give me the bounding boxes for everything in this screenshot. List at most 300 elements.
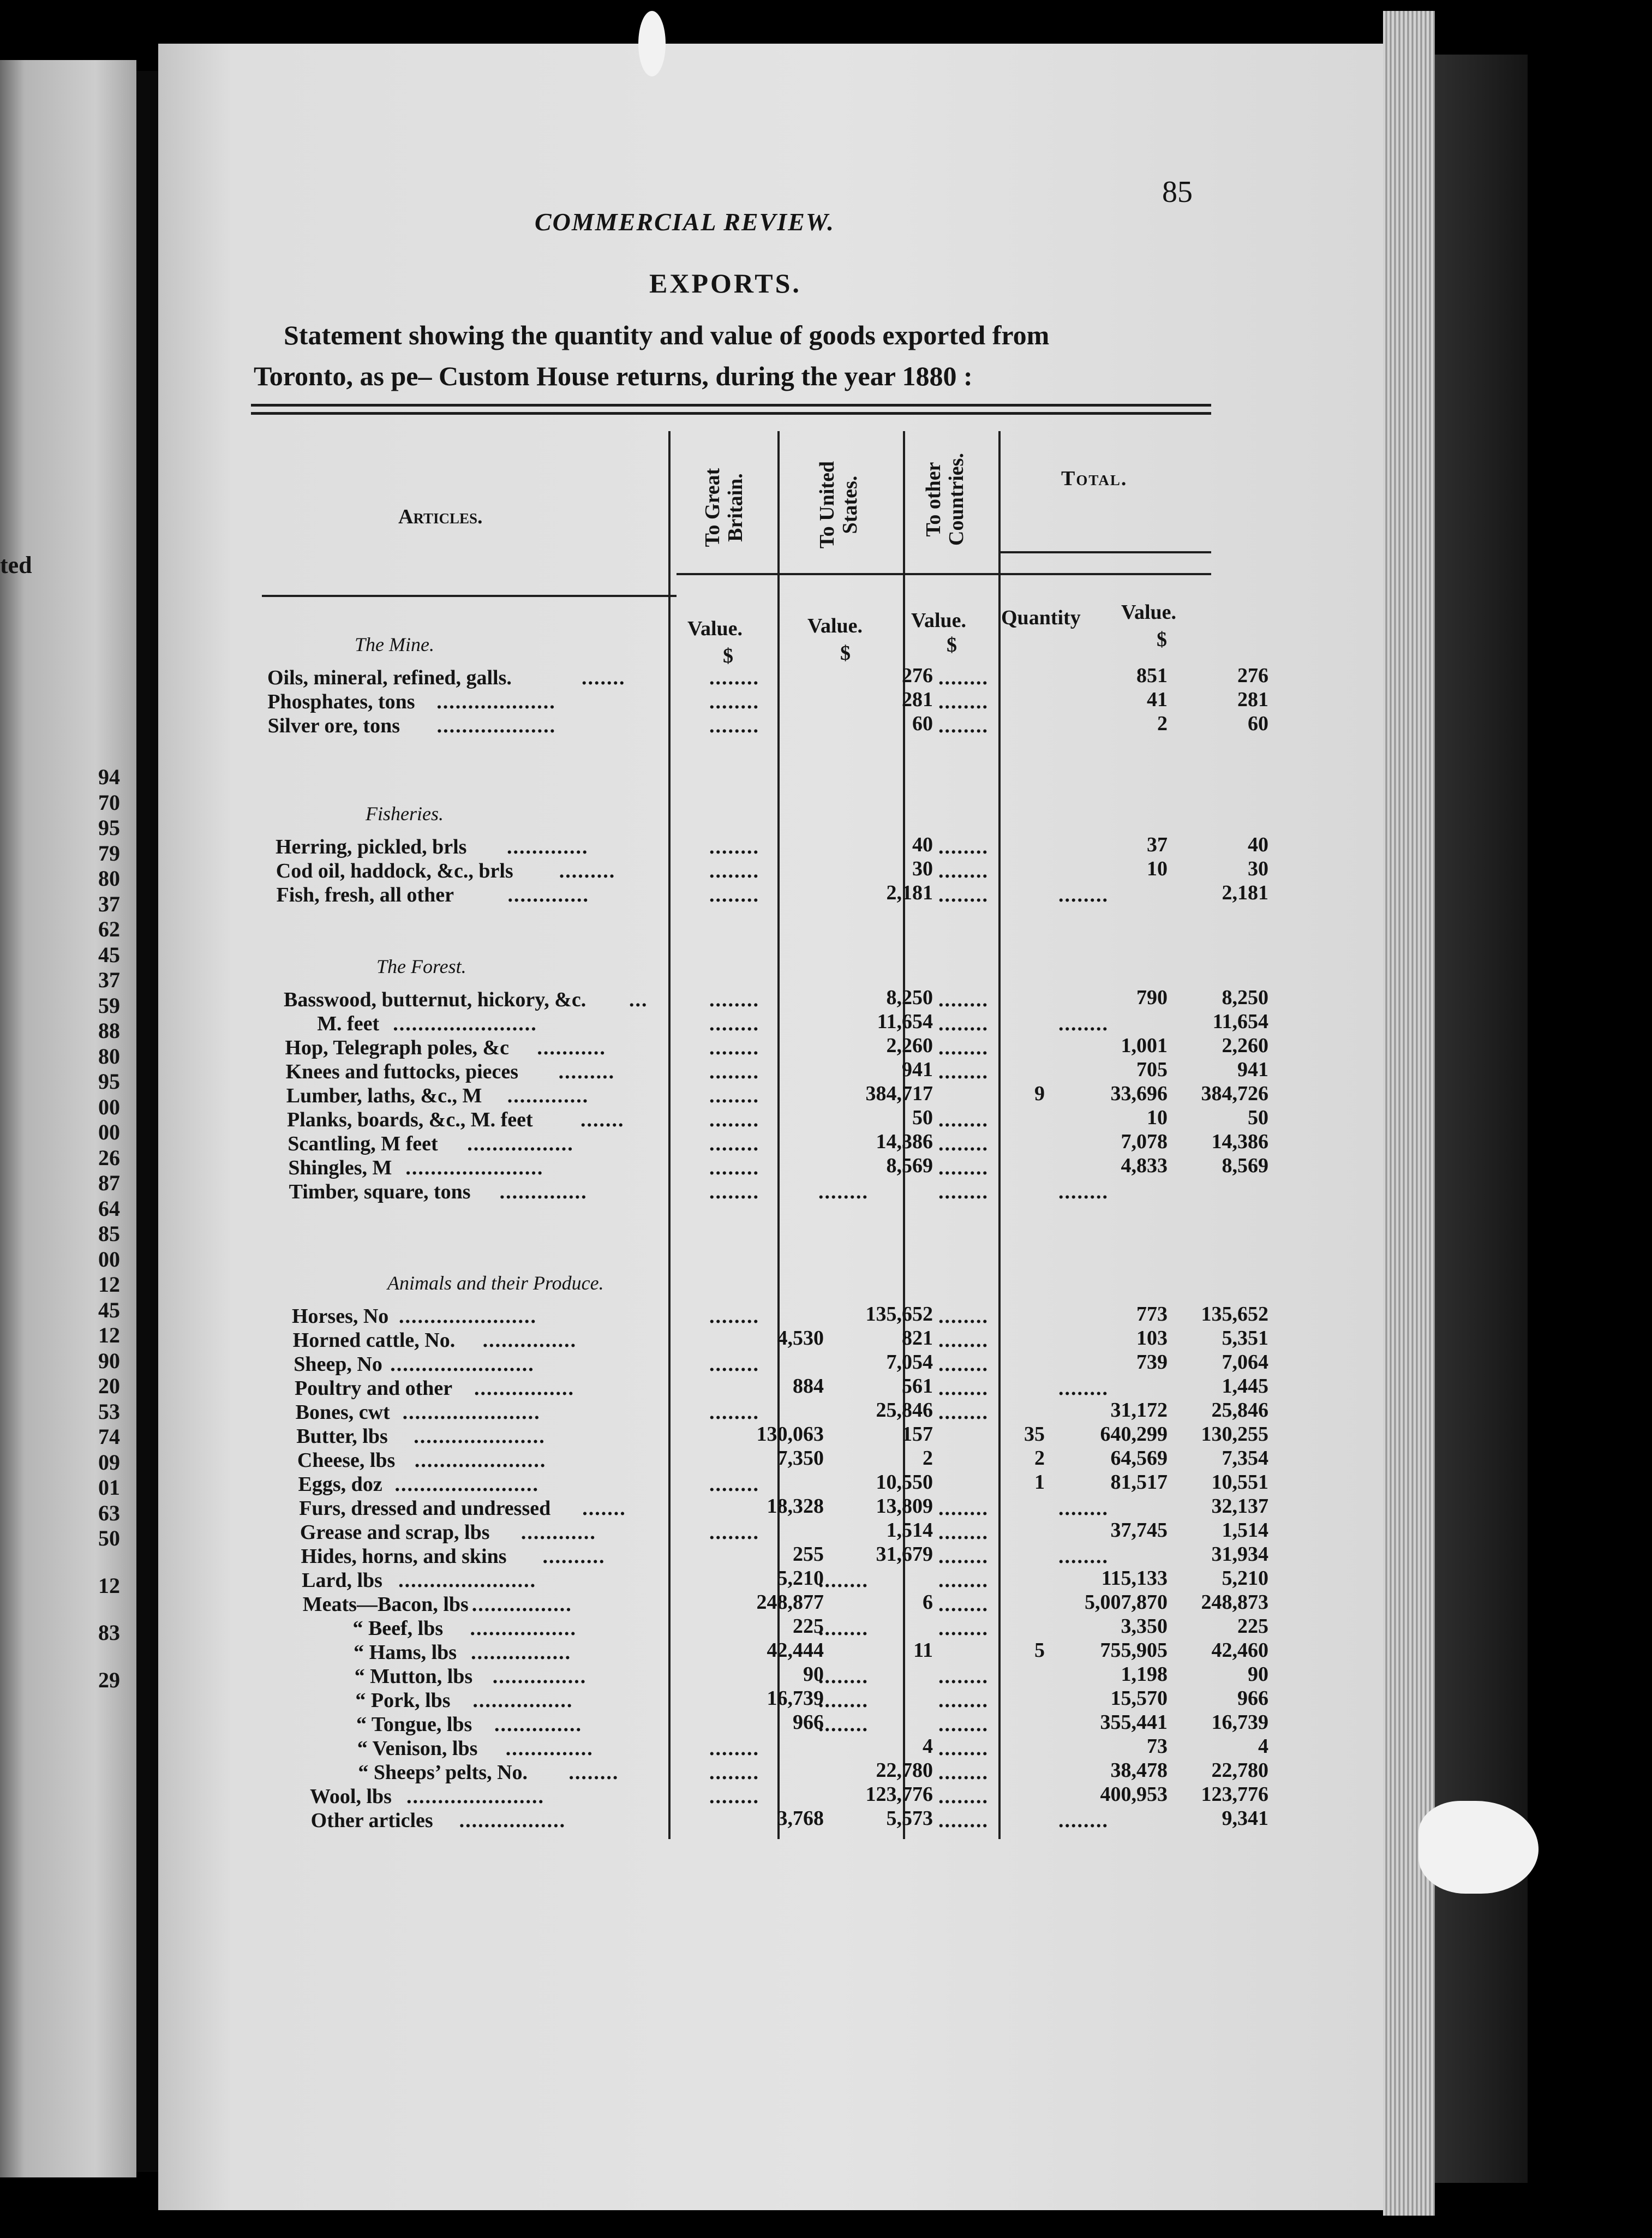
leader-dots: ...................... <box>406 1785 544 1808</box>
margin-number: 09 <box>98 1449 120 1475</box>
margin-number: 83 <box>98 1620 120 1645</box>
margin-number: 74 <box>98 1424 120 1449</box>
cell-val: 384,726 <box>1201 1082 1268 1105</box>
cell-val: 2,260 <box>1222 1034 1268 1057</box>
us-value-label: Value. <box>807 614 863 637</box>
cell-empty-other: ........ <box>938 1785 989 1808</box>
leader-dots: ....... <box>580 1108 625 1131</box>
cell-us: 14,386 <box>876 1130 933 1153</box>
total-value-label: Value. <box>1121 601 1177 624</box>
margin-number: 95 <box>98 1069 120 1094</box>
cell-gb: 966 <box>793 1711 824 1734</box>
cell-us: 10,550 <box>876 1471 933 1494</box>
cell-val: 10,551 <box>1211 1471 1268 1494</box>
margin-number: 94 <box>98 765 120 789</box>
cell-val: 135,652 <box>1201 1303 1268 1326</box>
leader-dots: ...................... <box>405 1156 544 1179</box>
cell-val: 130,255 <box>1201 1423 1268 1446</box>
col-united-states-header: To United States. <box>816 461 861 549</box>
leader-dots: ............... <box>482 1329 577 1352</box>
cell-us: 7,054 <box>886 1351 933 1374</box>
cell-val: 5,210 <box>1222 1567 1268 1590</box>
article-name: “ Mutton, lbs <box>354 1665 473 1688</box>
cell-empty-other: ........ <box>938 835 989 858</box>
margin-number: 62 <box>98 917 120 941</box>
article-name: Poultry and other <box>294 1377 453 1400</box>
article-name: Eggs, doz <box>298 1473 382 1496</box>
margin-word: ted <box>0 552 32 578</box>
cell-qty: 33,696 <box>1110 1082 1168 1105</box>
leader-dots: ................. <box>459 1809 566 1832</box>
cell-empty-other: ........ <box>938 690 989 713</box>
leader-dots: ................. <box>467 1132 574 1155</box>
cell-qty: 3,350 <box>1121 1615 1168 1638</box>
cell-qty: 7,078 <box>1121 1130 1168 1153</box>
cell-us: 50 <box>912 1106 933 1129</box>
cell-empty-us: ........ <box>818 1180 869 1203</box>
cell-us: 2,181 <box>886 881 933 904</box>
cell-empty-other: ........ <box>938 1180 989 1203</box>
cell-us: 821 <box>902 1327 933 1350</box>
cell-empty-other: ........ <box>938 1569 989 1592</box>
cell-gb: 3,768 <box>777 1807 824 1830</box>
article-name: Phosphates, tons <box>267 690 415 713</box>
cell-val: 40 <box>1248 833 1268 856</box>
cell-empty-gb: ........ <box>709 666 759 689</box>
cell-us: 8,250 <box>886 986 933 1009</box>
cell-qty: 37,745 <box>1110 1519 1168 1542</box>
margin-number: 12 <box>98 1272 120 1297</box>
cell-other: 5 <box>1034 1639 1045 1662</box>
cell-empty-other: ........ <box>938 1737 989 1760</box>
leader-dots: ............. <box>507 1084 589 1107</box>
margin-number: 37 <box>98 968 120 992</box>
cell-empty-other: ........ <box>938 1401 989 1424</box>
article-name: Meats—Bacon, lbs <box>302 1593 469 1616</box>
cell-qty: 10 <box>1147 857 1168 880</box>
other-value-label: Value. <box>911 609 967 632</box>
cell-qty: 41 <box>1147 688 1168 711</box>
cell-empty-gb: ........ <box>709 1060 759 1083</box>
leader-dots: ......... <box>558 1060 615 1083</box>
cell-us: 1,514 <box>886 1519 933 1542</box>
cell-empty-other: ........ <box>938 1497 989 1520</box>
col-great-britain-header: To Great Britain. <box>701 468 747 547</box>
article-name: Shingles, M <box>288 1156 392 1179</box>
cell-val: 281 <box>1237 688 1268 711</box>
leader-dots: ....................... <box>394 1473 540 1496</box>
cell-qty: 705 <box>1136 1058 1168 1081</box>
cell-val: 276 <box>1237 664 1268 687</box>
cell-us: 384,717 <box>865 1082 933 1105</box>
article-name: “ Venison, lbs <box>357 1737 478 1760</box>
article-name: Horses, No <box>292 1305 389 1328</box>
cell-empty-other: ........ <box>938 1132 989 1155</box>
leader-dots: .............. <box>494 1713 583 1736</box>
cell-empty-other: ........ <box>938 1689 989 1712</box>
cell-val: 1,514 <box>1222 1519 1268 1542</box>
leader-dots: ........... <box>537 1036 606 1059</box>
cell-val: 32,137 <box>1211 1495 1268 1518</box>
leader-dots: ... <box>629 988 648 1011</box>
article-name: Bones, cwt <box>295 1401 390 1424</box>
cell-qty: 1,001 <box>1121 1034 1168 1057</box>
margin-number: 79 <box>98 840 120 866</box>
cell-gb: 884 <box>793 1375 824 1398</box>
cell-empty-qty: ........ <box>1058 1545 1109 1568</box>
cell-val: 966 <box>1237 1687 1268 1710</box>
cell-gb: 4,530 <box>777 1327 824 1350</box>
cell-us: 11 <box>913 1639 933 1662</box>
cell-qty: 81,517 <box>1110 1471 1168 1494</box>
cell-val: 31,934 <box>1211 1543 1268 1566</box>
article-name: Other articles <box>310 1809 433 1832</box>
cell-empty-us: ........ <box>818 1665 869 1688</box>
leader-dots: ...................... <box>402 1401 541 1424</box>
cell-empty-gb: ........ <box>709 1401 759 1424</box>
cell-empty-other: ........ <box>938 666 989 689</box>
margin-number: 90 <box>98 1348 120 1373</box>
leader-dots: ....... <box>582 666 626 689</box>
us-dollar-sign: $ <box>840 642 851 665</box>
margin-number: 45 <box>98 1297 120 1322</box>
article-name: Hop, Telegraph poles, &c <box>285 1036 510 1059</box>
article-name: Hides, horns, and skins <box>301 1545 507 1568</box>
leader-dots: ....................... <box>393 1012 537 1035</box>
cell-qty: 355,441 <box>1100 1711 1168 1734</box>
cell-empty-gb: ........ <box>709 1473 759 1496</box>
cell-val: 25,846 <box>1211 1399 1268 1422</box>
col-other-countries-header: To other Countries. <box>922 453 968 546</box>
margin-number: 53 <box>98 1399 120 1424</box>
cell-empty-gb: ........ <box>709 884 759 906</box>
cell-gb: 42,444 <box>767 1639 824 1662</box>
cell-us: 30 <box>912 857 933 880</box>
cell-qty: 790 <box>1136 986 1168 1009</box>
article-name: Silver ore, tons <box>267 714 400 737</box>
cell-empty-gb: ........ <box>709 1156 759 1179</box>
article-name: “ Tongue, lbs <box>356 1713 472 1736</box>
cell-gb: 255 <box>793 1543 824 1566</box>
cell-val: 5,351 <box>1222 1327 1268 1350</box>
leader-dots: .............. <box>499 1180 588 1203</box>
cell-gb: 5,210 <box>777 1567 824 1590</box>
article-name: Fish, fresh, all other <box>276 884 454 906</box>
cell-empty-qty: ........ <box>1058 884 1109 906</box>
cell-empty-other: ........ <box>938 1713 989 1736</box>
header-bottom-rule <box>262 595 677 597</box>
cell-qty: 851 <box>1136 664 1168 687</box>
cell-gb: 16,739 <box>767 1687 824 1710</box>
cell-empty-gb: ........ <box>709 1785 759 1808</box>
cell-empty-gb: ........ <box>709 1036 759 1059</box>
cell-empty-gb: ........ <box>709 860 759 882</box>
cell-us: 276 <box>902 664 933 687</box>
cell-qty: 10 <box>1147 1106 1168 1129</box>
leader-dots: ................ <box>474 1377 574 1400</box>
cell-empty-qty: ........ <box>1058 1377 1109 1400</box>
margin-number: 26 <box>98 1145 120 1170</box>
cell-empty-qty: ........ <box>1058 1012 1109 1035</box>
cell-qty: 31,172 <box>1110 1399 1168 1422</box>
cell-val: 22,780 <box>1211 1759 1268 1782</box>
cell-empty-gb: ........ <box>709 1761 759 1784</box>
cell-empty-other: ........ <box>938 1305 989 1328</box>
intro-line-2: Toronto, as pe– Custom House returns, during the year 1880 : <box>254 361 973 391</box>
cell-us: 6 <box>923 1591 933 1614</box>
cell-empty-qty: ........ <box>1058 1809 1109 1832</box>
cell-empty-other: ........ <box>938 988 989 1011</box>
leader-dots: ................ <box>471 1593 572 1616</box>
cell-qty: 755,905 <box>1100 1639 1168 1662</box>
margin-number: 29 <box>98 1667 120 1692</box>
cell-val: 90 <box>1248 1663 1268 1686</box>
article-name: Basswood, butternut, hickory, &c. <box>284 988 586 1011</box>
leader-dots: .......... <box>542 1545 606 1568</box>
cell-qty: 103 <box>1136 1327 1168 1350</box>
article-name: “ Pork, lbs <box>355 1689 451 1712</box>
leader-dots: ..................... <box>414 1449 547 1472</box>
margin-number: 95 <box>98 815 120 840</box>
cell-qty: 5,007,870 <box>1085 1591 1168 1614</box>
cell-us: 561 <box>902 1375 933 1398</box>
article-name: Knees and futtocks, pieces <box>285 1060 519 1083</box>
other-dollar-sign: $ <box>947 634 957 657</box>
article-name: Scantling, M feet <box>288 1132 438 1155</box>
cell-gb: 90 <box>803 1663 824 1686</box>
cell-empty-other: ........ <box>938 1521 989 1544</box>
total-dollar-sign: $ <box>1157 628 1167 651</box>
margin-number: 12 <box>98 1323 120 1347</box>
cell-qty: 1,198 <box>1121 1663 1168 1686</box>
cell-us: 157 <box>902 1423 933 1446</box>
section-heading: The Mine. <box>355 634 434 655</box>
top-rule-double <box>251 412 1211 415</box>
cell-val: 50 <box>1248 1106 1268 1129</box>
gb-dollar-sign: $ <box>723 644 733 667</box>
cell-empty-gb: ........ <box>709 1012 759 1035</box>
article-name: Cod oil, haddock, &c., brls <box>276 860 513 882</box>
article-name: Butter, lbs <box>296 1425 388 1448</box>
leader-dots: ...................... <box>398 1569 537 1592</box>
leader-dots: ............ <box>520 1521 596 1544</box>
cell-qty: 400,953 <box>1100 1783 1168 1806</box>
section-heading: Fisheries. <box>366 803 444 825</box>
cell-empty-other: ........ <box>938 1060 989 1083</box>
cell-val: 1,445 <box>1222 1375 1268 1398</box>
cell-qty: 38,478 <box>1110 1759 1168 1782</box>
cell-us: 5,573 <box>886 1807 933 1830</box>
cell-val: 14,386 <box>1211 1130 1268 1153</box>
cell-empty-gb: ........ <box>709 690 759 713</box>
cell-us: 22,780 <box>876 1759 933 1782</box>
cell-empty-other: ........ <box>938 1036 989 1059</box>
margin-number: 12 <box>98 1573 120 1598</box>
cell-empty-gb: ........ <box>709 1108 759 1131</box>
paper-blemish <box>638 11 666 76</box>
margin-number: 70 <box>98 790 120 815</box>
cell-empty-gb: ........ <box>709 835 759 858</box>
cell-empty-other: ........ <box>938 1809 989 1832</box>
section-heading: Animals and their Produce. <box>387 1272 604 1294</box>
article-name: Oils, mineral, refined, galls. <box>267 666 512 689</box>
leader-dots: ............... <box>492 1665 587 1688</box>
page-title: EXPORTS. <box>649 268 801 299</box>
article-name: Furs, dressed and undressed <box>299 1497 551 1520</box>
article-name: Lumber, laths, &c., M <box>286 1084 482 1107</box>
cell-qty: 115,133 <box>1101 1567 1168 1590</box>
article-name: Wool, lbs <box>310 1785 392 1808</box>
cell-empty-other: ........ <box>938 1545 989 1568</box>
cell-us: 123,776 <box>865 1783 933 1806</box>
cell-empty-other: ........ <box>938 1353 989 1376</box>
cell-other: 9 <box>1034 1082 1045 1105</box>
cell-qty: 64,569 <box>1110 1447 1168 1470</box>
cell-us: 8,569 <box>886 1154 933 1177</box>
column-divider <box>668 431 671 1839</box>
article-name: “ Hams, lbs <box>354 1641 457 1664</box>
page-edges <box>1383 11 1435 2216</box>
intro-line-1: Statement showing the quantity and value of goods exported from <box>284 320 1050 350</box>
cell-empty-other: ........ <box>938 1156 989 1179</box>
cell-us: 4 <box>923 1735 933 1758</box>
total-underline <box>998 551 1211 553</box>
cell-us: 25,846 <box>876 1399 933 1422</box>
margin-number: 37 <box>98 891 120 916</box>
cell-other: 1 <box>1034 1471 1045 1494</box>
article-name: Horned cattle, No. <box>292 1329 456 1352</box>
cell-empty-other: ........ <box>938 1377 989 1400</box>
margin-number: 80 <box>98 1043 120 1069</box>
cell-val: 8,250 <box>1222 986 1268 1009</box>
cell-empty-other: ........ <box>938 1108 989 1131</box>
cell-empty-gb: ........ <box>709 1132 759 1155</box>
article-name: Herring, pickled, brls <box>276 835 467 858</box>
cell-val: 7,064 <box>1222 1351 1268 1374</box>
cell-empty-other: ........ <box>938 1329 989 1352</box>
cell-empty-other: ........ <box>938 860 989 882</box>
articles-header: Articles. <box>398 505 483 528</box>
margin-number: 45 <box>98 942 120 967</box>
cell-us: 11,654 <box>877 1010 933 1033</box>
cell-us: 60 <box>912 712 933 735</box>
margin-number: 01 <box>98 1475 120 1500</box>
running-header: COMMERCIAL REVIEW. <box>535 208 835 236</box>
cell-us: 2,260 <box>886 1034 933 1057</box>
cell-empty-us: ........ <box>818 1569 869 1592</box>
cell-qty: 15,570 <box>1110 1687 1168 1710</box>
article-name: Sheep, No <box>294 1353 382 1376</box>
cell-us: 31,679 <box>876 1543 933 1566</box>
leader-dots: ....................... <box>390 1353 535 1376</box>
cell-empty-qty: ........ <box>1058 1180 1109 1203</box>
leader-dots: .............. <box>505 1737 594 1760</box>
cell-qty: 773 <box>1136 1303 1168 1326</box>
cell-us: 13,809 <box>876 1495 933 1518</box>
margin-number: 85 <box>98 1221 120 1246</box>
margin-number: 80 <box>98 866 120 891</box>
cell-empty-qty: ........ <box>1058 1497 1109 1520</box>
cell-gb: 7,350 <box>777 1447 824 1470</box>
cell-val: 225 <box>1237 1615 1268 1638</box>
cell-val: 4 <box>1258 1735 1268 1758</box>
cell-empty-other: ........ <box>938 1665 989 1688</box>
cell-val: 60 <box>1248 712 1268 735</box>
section-heading: The Forest. <box>376 956 466 977</box>
cell-qty: 37 <box>1147 833 1168 856</box>
header-bottom-rule-right <box>677 573 1211 575</box>
leader-dots: ................... <box>436 690 556 713</box>
cell-val: 248,873 <box>1201 1591 1268 1614</box>
column-divider <box>998 431 1001 1839</box>
leader-dots: ...................... <box>399 1305 537 1328</box>
cell-val: 941 <box>1237 1058 1268 1081</box>
cell-us: 941 <box>902 1058 933 1081</box>
cell-qty: 2 <box>1157 712 1168 735</box>
cell-qty: 640,299 <box>1100 1423 1168 1446</box>
cell-us: 40 <box>912 833 933 856</box>
article-name: Lard, lbs <box>302 1569 382 1592</box>
cell-empty-gb: ........ <box>709 1353 759 1376</box>
cell-val: 16,739 <box>1211 1711 1268 1734</box>
margin-number: 50 <box>98 1526 120 1550</box>
margin-number: 88 <box>98 1018 120 1043</box>
cell-empty-gb: ........ <box>709 1305 759 1328</box>
cell-qty: 739 <box>1136 1351 1168 1374</box>
cell-val: 2,181 <box>1222 881 1268 904</box>
cell-val: 11,654 <box>1212 1010 1268 1033</box>
article-name: Cheese, lbs <box>297 1449 396 1472</box>
cell-empty-other: ........ <box>938 714 989 737</box>
total-quantity-label: Quantity <box>1001 606 1081 629</box>
article-name: Grease and scrap, lbs <box>300 1521 490 1544</box>
cell-other: 35 <box>1024 1423 1045 1446</box>
cell-empty-gb: ........ <box>709 1737 759 1760</box>
cell-empty-us: ........ <box>818 1713 869 1736</box>
leader-dots: ......... <box>559 860 616 882</box>
leader-dots: ........ <box>568 1761 619 1784</box>
cell-empty-other: ........ <box>938 1593 989 1616</box>
cell-us: 2 <box>923 1447 933 1470</box>
cell-gb: 248,877 <box>756 1591 824 1614</box>
cell-val: 9,341 <box>1222 1807 1268 1830</box>
cell-val: 123,776 <box>1201 1783 1268 1806</box>
article-name: “ Sheeps’ pelts, No. <box>358 1761 528 1784</box>
margin-number: 00 <box>98 1094 120 1119</box>
cell-val: 30 <box>1248 857 1268 880</box>
cell-qty: 73 <box>1147 1735 1168 1758</box>
cell-empty-gb: ........ <box>709 714 759 737</box>
cell-gb: 225 <box>793 1615 824 1638</box>
margin-number: 64 <box>98 1196 120 1221</box>
book-gutter <box>136 71 158 2172</box>
leader-dots: ................ <box>472 1689 573 1712</box>
cell-empty-us: ........ <box>818 1689 869 1712</box>
cell-empty-other: ........ <box>938 1761 989 1784</box>
margin-number: 00 <box>98 1120 120 1144</box>
cell-empty-us: ........ <box>818 1617 869 1640</box>
top-rule <box>251 404 1211 407</box>
total-header: Total. <box>1061 467 1128 490</box>
margin-number: 87 <box>98 1171 120 1195</box>
cell-empty-other: ........ <box>938 1617 989 1640</box>
cell-us: 135,652 <box>865 1303 933 1326</box>
leader-dots: ............. <box>507 884 589 906</box>
cell-empty-gb: ........ <box>709 988 759 1011</box>
leader-dots: ................. <box>470 1617 577 1640</box>
leader-dots: ............. <box>507 835 589 858</box>
cell-val: 8,569 <box>1222 1154 1268 1177</box>
